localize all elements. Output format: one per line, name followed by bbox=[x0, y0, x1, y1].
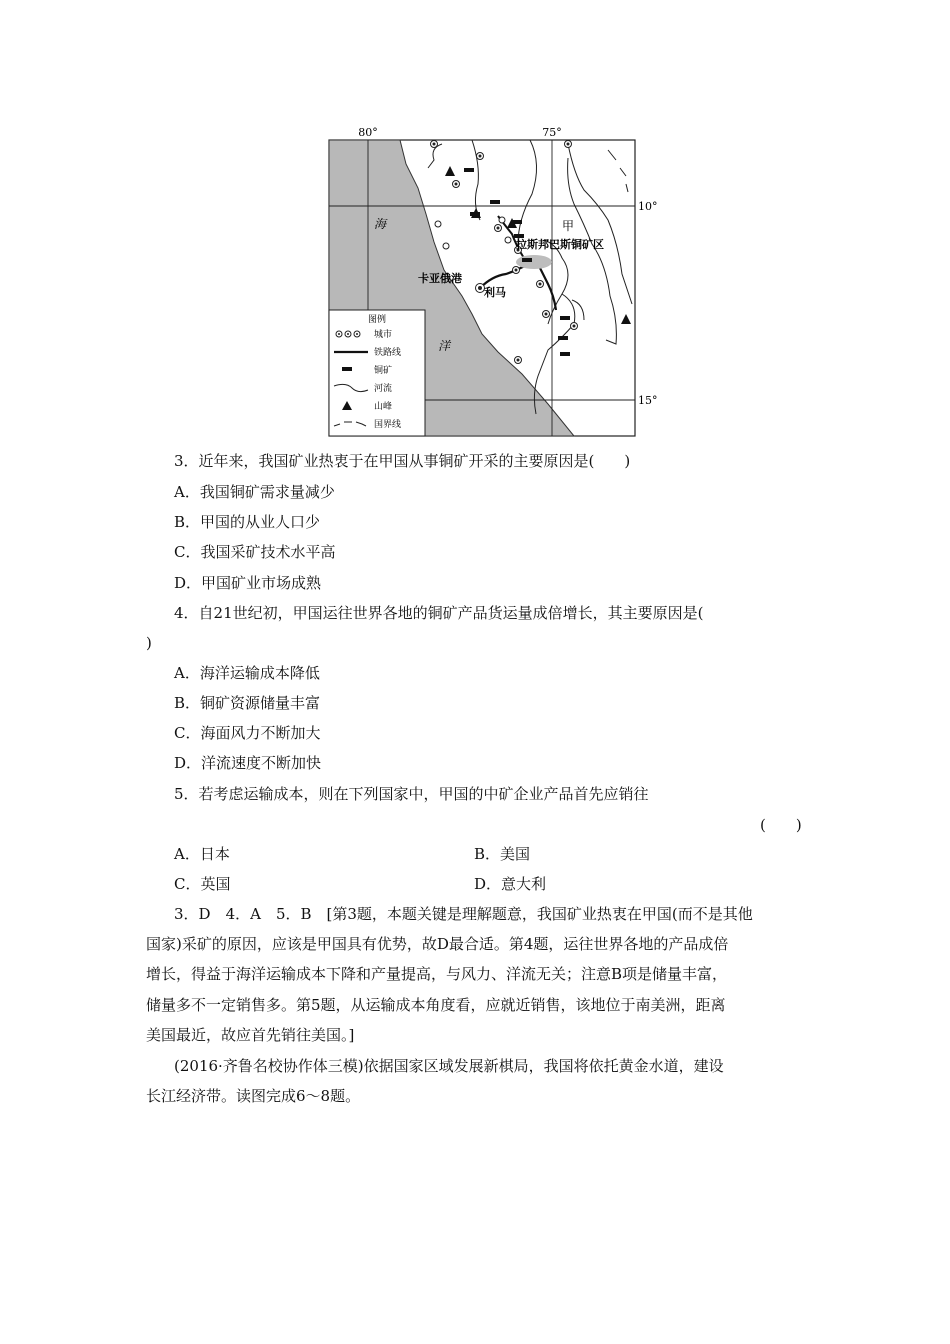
sea-label: 海 bbox=[374, 217, 387, 231]
mine-area-label: 拉斯邦巴斯铜矿区 bbox=[516, 238, 604, 251]
legend-copper: 铜矿 bbox=[374, 366, 393, 376]
q5-option-b: B．美国 bbox=[474, 845, 531, 863]
city bbox=[435, 221, 441, 227]
q3-option-b: B．甲国的从业人口少 bbox=[174, 513, 321, 531]
legend bbox=[329, 310, 425, 436]
next-intro-line-2: 长江经济带。读图完成6～8题。 bbox=[146, 1087, 361, 1105]
q4-option-c: C．海面风力不断加大 bbox=[174, 724, 321, 742]
lon-75-label: 75° bbox=[542, 126, 562, 139]
answer-line-3: 增长，得益于海洋运输成本下降和产量提高，与风力、洋流无关；注意B项是储量丰富， bbox=[146, 965, 728, 983]
q4-option-d: D．洋流速度不断加快 bbox=[174, 754, 322, 772]
lon-80-label: 80° bbox=[358, 126, 378, 139]
q3-option-a: A．我国铜矿需求量减少 bbox=[174, 483, 335, 501]
answer-line-2: 国家)采矿的原因，应该是甲国具有优势，故D最合适。第4题，运往世界各地的产品成倍 bbox=[146, 935, 729, 953]
legend-border: 国界线 bbox=[374, 420, 402, 430]
q5-option-c: C．英国 bbox=[174, 875, 231, 893]
copper-mine bbox=[560, 352, 570, 356]
mine-area bbox=[516, 255, 552, 269]
city bbox=[505, 237, 511, 243]
lat-15-label: 15° bbox=[638, 394, 658, 407]
q5-stem: 5．若考虑运输成本，则在下列国家中，甲国的中矿企业产品首先应销往 bbox=[174, 785, 649, 803]
copper-mine bbox=[522, 258, 532, 262]
q3-stem: 3．近年来，我国矿业热衷于在甲国从事铜矿开采的主要原因是( ) bbox=[174, 452, 631, 470]
lat-10-label: 10° bbox=[638, 200, 658, 213]
city bbox=[499, 217, 505, 223]
capital-label: 利马 bbox=[484, 286, 506, 299]
q4-stem-line1: 4．自21世纪初，甲国运往世界各地的铜矿产品货运量成倍增长，其主要原因是( bbox=[174, 604, 704, 622]
copper-mine bbox=[490, 200, 500, 204]
q4-stem-line2: ) bbox=[146, 634, 152, 652]
q5-answer-blank: ( ) bbox=[760, 816, 802, 834]
q4-option-b: B．铜矿资源储量丰富 bbox=[174, 694, 321, 712]
port-label: 卡亚俄港 bbox=[418, 272, 462, 285]
answer-line-5: 美国最近，故应首先销往美国。] bbox=[146, 1026, 355, 1044]
q5-option-d: D．意大利 bbox=[474, 875, 547, 893]
answer-line-4: 储量多不一定销售多。第5题，从运输成本角度看，应就近销售，该地位于南美洲，距离 bbox=[146, 996, 726, 1014]
legend-river: 河流 bbox=[374, 384, 393, 394]
copper-mine bbox=[464, 168, 474, 172]
copper-mine bbox=[560, 316, 570, 320]
q3-option-d: D．甲国矿业市场成熟 bbox=[174, 574, 322, 592]
city bbox=[443, 243, 449, 249]
legend-railway: 铁路线 bbox=[374, 348, 402, 358]
q5-option-a: A．日本 bbox=[174, 845, 230, 863]
copper-mine-map bbox=[322, 124, 658, 440]
ocean-label: 洋 bbox=[438, 339, 451, 353]
q4-option-a: A．海洋运输成本降低 bbox=[174, 664, 320, 682]
legend-city: 城市 bbox=[374, 330, 393, 340]
q3-option-c: C．我国采矿技术水平高 bbox=[174, 543, 336, 561]
country-label: 甲 bbox=[562, 219, 575, 233]
legend-peak: 山峰 bbox=[374, 402, 393, 412]
legend-title: 图例 bbox=[367, 315, 387, 325]
next-intro-line-1: (2016·齐鲁名校协作体三模)依据国家区域发展新棋局，我国将依托黄金水道，建设 bbox=[174, 1057, 724, 1075]
answer-line-1: 3．D 4．A 5．B [第3题，本题关键是理解题意，我国矿业热衷在甲国(而不是其他 bbox=[174, 905, 753, 923]
copper-mine bbox=[558, 336, 568, 340]
